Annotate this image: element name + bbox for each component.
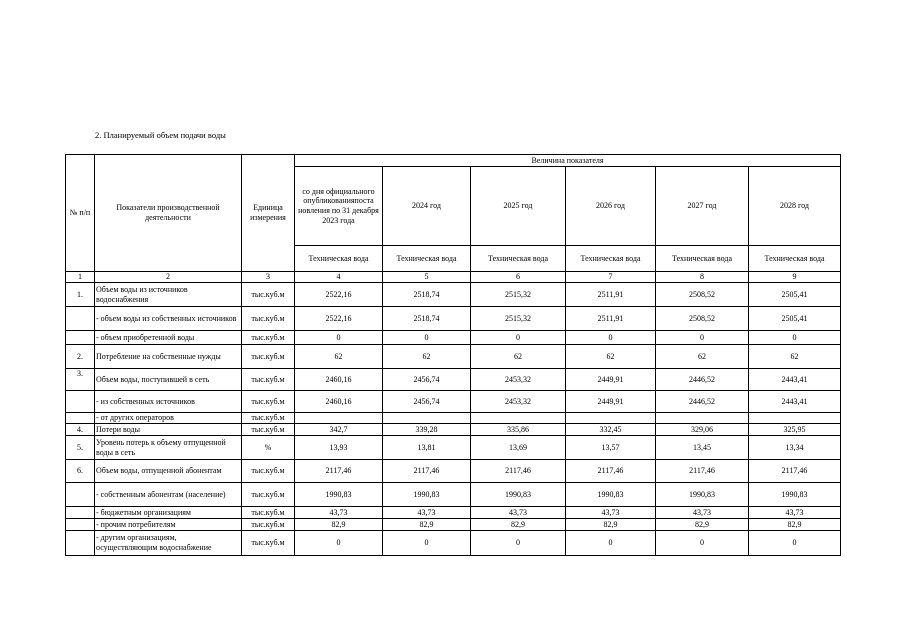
row-value: 329,06 — [656, 424, 749, 436]
row-number: 1. — [66, 283, 95, 307]
row-value: 2505,41 — [749, 283, 841, 307]
row-indicator: Объем воды из источников водоснабжения — [95, 283, 242, 307]
subheader-cell: Техническая вода — [295, 246, 383, 272]
row-value: 0 — [383, 331, 471, 345]
header-period-5: 2027 год — [656, 167, 749, 246]
row-indicator: - объем воды из собственных источников — [95, 307, 242, 331]
column-number: 1 — [66, 272, 95, 283]
row-value: 325,95 — [749, 424, 841, 436]
row-value: 342,7 — [295, 424, 383, 436]
row-unit: тыс.куб.м — [242, 507, 295, 519]
row-unit: тыс.куб.м — [242, 483, 295, 507]
table-row — [66, 460, 841, 483]
table-row — [66, 391, 841, 413]
row-value: 2460,16 — [295, 391, 383, 413]
row-value: 43,73 — [295, 507, 383, 519]
table-row — [66, 424, 841, 436]
row-number — [66, 519, 95, 531]
row-value: 339,28 — [383, 424, 471, 436]
row-value: 0 — [383, 531, 471, 556]
table-row — [66, 331, 841, 345]
row-value: 2508,52 — [656, 283, 749, 307]
row-value: 2522,16 — [295, 307, 383, 331]
row-unit: тыс.куб.м — [242, 283, 295, 307]
subheader-cell: Техническая вода — [383, 246, 471, 272]
table-row — [66, 507, 841, 519]
row-unit: тыс.куб.м — [242, 391, 295, 413]
row-value: 2518,74 — [383, 307, 471, 331]
row-indicator: - прочим потребителям — [95, 519, 242, 531]
row-unit: тыс.куб.м — [242, 413, 295, 424]
row-value: 0 — [749, 331, 841, 345]
row-value: 1990,83 — [471, 483, 566, 507]
row-indicator: - другим организациям, осуществляющим водоснабжение — [95, 531, 242, 556]
row-value: 43,73 — [383, 507, 471, 519]
row-value: 1990,83 — [749, 483, 841, 507]
header-period-3: 2025 год — [471, 167, 566, 246]
column-number: 4 — [295, 272, 383, 283]
row-value: 0 — [566, 331, 656, 345]
row-value: 13,34 — [749, 436, 841, 460]
column-number: 6 — [471, 272, 566, 283]
row-value: 2511,91 — [566, 307, 656, 331]
row-indicator: - из собственных источников — [95, 391, 242, 413]
table-row — [66, 436, 841, 460]
table-row — [66, 283, 841, 307]
row-value: 1990,83 — [383, 483, 471, 507]
column-number: 5 — [383, 272, 471, 283]
row-indicator: - собственным абонентам (население) — [95, 483, 242, 507]
row-value: 335,86 — [471, 424, 566, 436]
row-value: 2449,91 — [566, 391, 656, 413]
row-value: 2522,16 — [295, 283, 383, 307]
subheader-cell: Техническая вода — [749, 246, 841, 272]
row-value: 82,9 — [566, 519, 656, 531]
row-number: 4. — [66, 424, 95, 436]
row-value: 2515,32 — [471, 307, 566, 331]
row-value: 2117,46 — [471, 460, 566, 483]
row-indicator: Потери воды — [95, 424, 242, 436]
row-value: 2460,16 — [295, 369, 383, 391]
row-unit: тыс.куб.м — [242, 369, 295, 391]
row-value: 1990,83 — [566, 483, 656, 507]
column-number: 7 — [566, 272, 656, 283]
header-period-2: 2024 год — [383, 167, 471, 246]
row-value: 332,45 — [566, 424, 656, 436]
row-value: 13,81 — [383, 436, 471, 460]
row-value: 2117,46 — [656, 460, 749, 483]
row-value: 2515,32 — [471, 283, 566, 307]
row-value: 2117,46 — [566, 460, 656, 483]
row-value: 2449,91 — [566, 369, 656, 391]
row-value: 2117,46 — [749, 460, 841, 483]
row-value: 82,9 — [656, 519, 749, 531]
row-value: 13,45 — [656, 436, 749, 460]
row-indicator: - бюджетным организациям — [95, 507, 242, 519]
row-value: 82,9 — [295, 519, 383, 531]
row-unit: тыс.куб.м — [242, 307, 295, 331]
row-number — [66, 531, 95, 556]
header-num: № п/п — [66, 155, 95, 272]
row-value: 43,73 — [471, 507, 566, 519]
row-number — [66, 391, 95, 413]
row-value: 2443,41 — [749, 391, 841, 413]
column-number: 8 — [656, 272, 749, 283]
row-value: 13,57 — [566, 436, 656, 460]
row-value: 0 — [749, 531, 841, 556]
row-indicator: Потребление на собственные нужды — [95, 345, 242, 369]
row-indicator: - от других операторов — [95, 413, 242, 424]
header-period-4: 2026 год — [566, 167, 656, 246]
row-number: 2. — [66, 345, 95, 369]
row-number — [66, 307, 95, 331]
row-number — [66, 413, 95, 424]
subheader-cell: Техническая вода — [471, 246, 566, 272]
row-value: 2505,41 — [749, 307, 841, 331]
row-unit: тыс.куб.м — [242, 519, 295, 531]
table-row — [66, 413, 841, 424]
row-unit: % — [242, 436, 295, 460]
row-value: 62 — [383, 345, 471, 369]
row-value: 43,73 — [656, 507, 749, 519]
row-indicator: Объем воды, отпущенной абонентам — [95, 460, 242, 483]
row-value: 82,9 — [471, 519, 566, 531]
row-value: 0 — [295, 531, 383, 556]
column-number: 3 — [242, 272, 295, 283]
section-title: 2. Планируемый объем подачи воды — [95, 130, 226, 140]
water-supply-table — [65, 154, 841, 556]
row-indicator: Объем воды, поступившей в сеть — [95, 369, 242, 391]
header-period-1: со дня официального опубликованияпоста новления по 31 декабря 2023 года — [295, 167, 383, 246]
row-value — [656, 413, 749, 424]
row-unit: тыс.куб.м — [242, 331, 295, 345]
row-value: 43,73 — [566, 507, 656, 519]
row-value: 2511,91 — [566, 283, 656, 307]
table-row — [66, 369, 841, 391]
row-unit: тыс.куб.м — [242, 460, 295, 483]
row-value: 2518,74 — [383, 283, 471, 307]
row-value: 0 — [471, 531, 566, 556]
row-value: 2446,52 — [656, 369, 749, 391]
row-value: 0 — [566, 531, 656, 556]
row-value — [749, 413, 841, 424]
row-number: 5. — [66, 436, 95, 460]
row-value: 62 — [471, 345, 566, 369]
header-indicator: Показатели производственной деятельности — [95, 155, 242, 272]
column-number: 2 — [95, 272, 242, 283]
row-value: 13,93 — [295, 436, 383, 460]
column-number: 9 — [749, 272, 841, 283]
row-indicator: - объем приобретенной воды — [95, 331, 242, 345]
row-value: 82,9 — [749, 519, 841, 531]
row-value — [471, 413, 566, 424]
header-value: Величина показателя — [295, 155, 841, 167]
row-value: 43,73 — [749, 507, 841, 519]
row-value: 82,9 — [383, 519, 471, 531]
row-number — [66, 483, 95, 507]
row-value: 0 — [295, 331, 383, 345]
header-unit: Единица измерения — [242, 155, 295, 272]
row-value: 62 — [749, 345, 841, 369]
row-value: 0 — [656, 531, 749, 556]
row-value: 2443,41 — [749, 369, 841, 391]
row-value: 62 — [566, 345, 656, 369]
table-row — [66, 307, 841, 331]
row-value: 2456,74 — [383, 391, 471, 413]
row-value: 1990,83 — [656, 483, 749, 507]
header-period-6: 2028 год — [749, 167, 841, 246]
row-number: 3. — [66, 369, 95, 391]
row-unit: тыс.куб.м — [242, 345, 295, 369]
row-value: 62 — [295, 345, 383, 369]
row-value: 2117,46 — [383, 460, 471, 483]
row-value: 0 — [656, 331, 749, 345]
column-number-row — [66, 272, 841, 283]
row-number: 6. — [66, 460, 95, 483]
row-unit: тыс.куб.м — [242, 424, 295, 436]
row-value: 0 — [471, 331, 566, 345]
row-value: 1990,83 — [295, 483, 383, 507]
row-value: 2456,74 — [383, 369, 471, 391]
row-unit: тыс.куб.м — [242, 531, 295, 556]
table-row — [66, 483, 841, 507]
table-row — [66, 519, 841, 531]
row-value: 2453,32 — [471, 391, 566, 413]
row-value: 2446,52 — [656, 391, 749, 413]
table-row — [66, 531, 841, 556]
table-row — [66, 345, 841, 369]
row-indicator: Уровень потерь к объему отпущенной воды в сеть — [95, 436, 242, 460]
row-value: 2117,46 — [295, 460, 383, 483]
row-value: 2508,52 — [656, 307, 749, 331]
row-value — [566, 413, 656, 424]
row-value: 13,69 — [471, 436, 566, 460]
row-number — [66, 507, 95, 519]
row-value — [383, 413, 471, 424]
row-value: 2453,32 — [471, 369, 566, 391]
subheader-cell: Техническая вода — [566, 246, 656, 272]
row-value — [295, 413, 383, 424]
row-number — [66, 331, 95, 345]
subheader-cell: Техническая вода — [656, 246, 749, 272]
row-value: 62 — [656, 345, 749, 369]
